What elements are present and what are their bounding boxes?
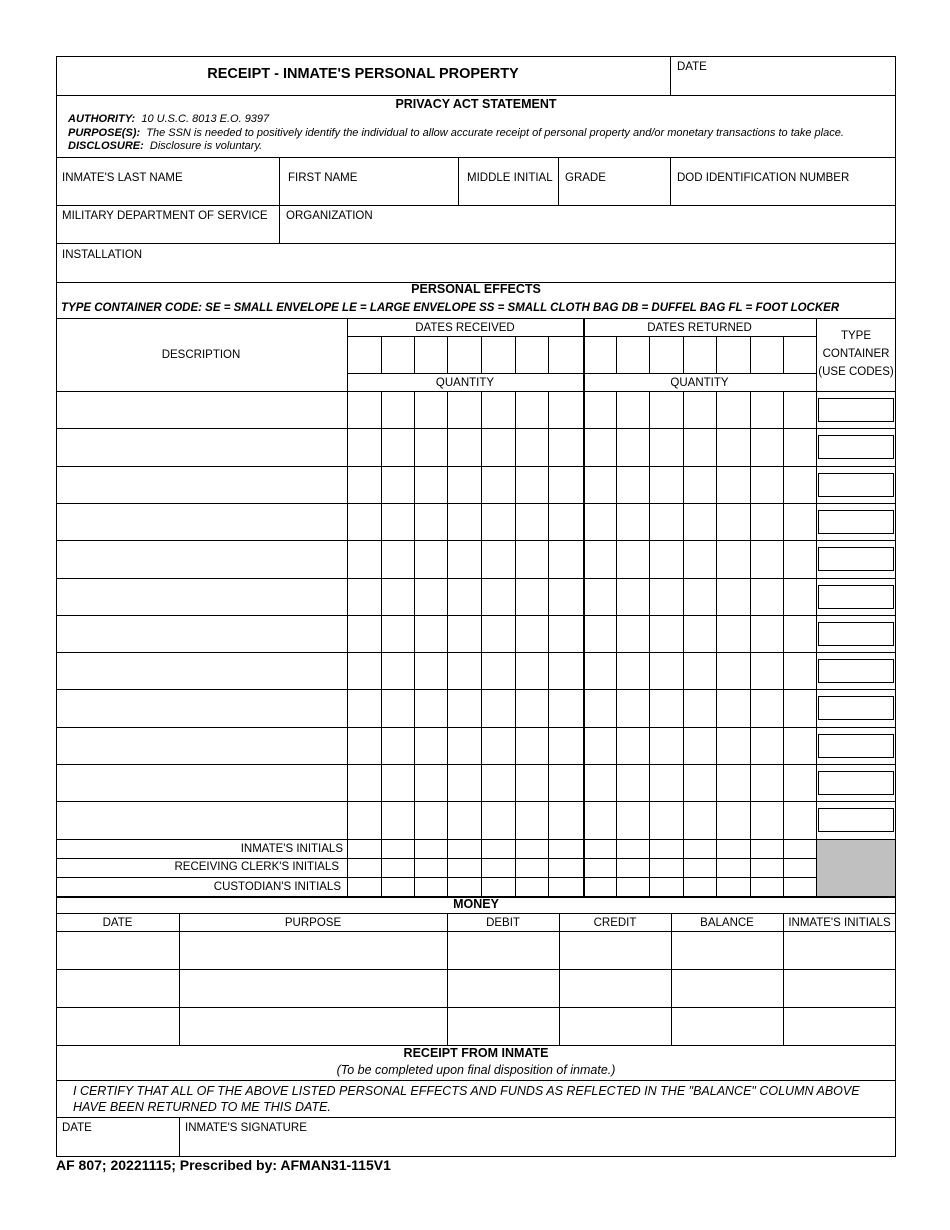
quantity-returned-header: QUANTITY <box>670 377 729 389</box>
type-container-box[interactable] <box>818 771 894 795</box>
authority-label: AUTHORITY: <box>68 113 136 125</box>
money-date-field[interactable] <box>57 970 178 1006</box>
money-debit-field[interactable] <box>448 932 558 968</box>
quantity-returned-cell[interactable] <box>784 541 815 576</box>
military-department-label: MILITARY DEPARTMENT OF SERVICE <box>62 210 268 222</box>
quantity-returned-cell[interactable] <box>650 616 682 651</box>
date-received-cell[interactable] <box>448 337 480 372</box>
description-field[interactable] <box>57 690 346 725</box>
authority-text: 10 U.S.C. 8013 E.O. 9397 <box>141 113 270 125</box>
quantity-received-cell[interactable] <box>516 802 547 837</box>
type-container-line1: TYPE <box>840 330 872 342</box>
quantity-returned-cell[interactable] <box>617 429 648 464</box>
quantity-returned-cell[interactable] <box>784 504 815 539</box>
quantity-received-cell[interactable] <box>448 541 480 576</box>
quantity-returned-cell[interactable] <box>617 541 648 576</box>
quantity-received-cell[interactable] <box>415 616 446 651</box>
quantity-received-cell[interactable] <box>482 541 514 576</box>
divider <box>56 858 816 859</box>
quantity-returned-cell[interactable] <box>784 467 815 502</box>
installation-label: INSTALLATION <box>62 249 143 261</box>
divider <box>56 243 896 244</box>
quantity-received-cell[interactable] <box>549 392 582 427</box>
quantity-returned-cell[interactable] <box>650 504 682 539</box>
quantity-returned-cell[interactable] <box>650 429 682 464</box>
description-field[interactable] <box>57 802 346 837</box>
quantity-returned-cell[interactable] <box>650 467 682 502</box>
quantity-returned-cell[interactable] <box>751 504 782 539</box>
inmate-initials-label: INMATE'S INITIALS <box>240 843 343 855</box>
quantity-returned-cell[interactable] <box>684 579 715 614</box>
money-initials-field[interactable] <box>784 970 895 1006</box>
money-debit-field[interactable] <box>448 1008 558 1044</box>
dod-id-field[interactable] <box>671 188 895 204</box>
quantity-returned-cell[interactable] <box>717 429 749 464</box>
quantity-received-cell[interactable] <box>348 392 380 427</box>
quantity-returned-cell[interactable] <box>617 728 648 763</box>
quantity-received-cell[interactable] <box>549 616 582 651</box>
date-received-cell[interactable] <box>382 337 413 372</box>
quantity-received-cell[interactable] <box>382 765 413 800</box>
quantity-returned-cell[interactable] <box>650 653 682 688</box>
quantity-returned-cell[interactable] <box>684 467 715 502</box>
installation-field[interactable] <box>57 264 895 281</box>
quantity-received-cell[interactable] <box>348 653 380 688</box>
quantity-returned-cell[interactable] <box>751 541 782 576</box>
purpose-text: The SSN is needed to positively identify the individual to allow accurate receipt of personal property and/or monetary transactions to take place. <box>146 127 844 139</box>
quantity-returned-cell[interactable] <box>784 392 815 427</box>
money-heading: MONEY <box>453 897 499 911</box>
date-returned-cell[interactable] <box>784 337 815 372</box>
quantity-returned-cell[interactable] <box>650 728 682 763</box>
quantity-received-cell[interactable] <box>415 765 446 800</box>
quantity-received-cell[interactable] <box>448 690 480 725</box>
divider <box>56 913 896 914</box>
quantity-returned-cell[interactable] <box>784 728 815 763</box>
quantity-received-cell[interactable] <box>348 579 380 614</box>
effects-heading: PERSONAL EFFECTS <box>411 282 541 296</box>
military-department-field[interactable] <box>57 225 278 242</box>
type-container-box[interactable] <box>818 547 894 571</box>
quantity-received-cell[interactable] <box>482 765 514 800</box>
purpose-line <box>68 127 844 139</box>
money-date-field[interactable] <box>57 932 178 968</box>
quantity-received-cell[interactable] <box>549 690 582 725</box>
date-returned-cell[interactable] <box>650 337 682 372</box>
quantity-received-cell[interactable] <box>516 653 547 688</box>
quantity-received-cell[interactable] <box>549 765 582 800</box>
quantity-returned-cell[interactable] <box>717 690 749 725</box>
date-field[interactable] <box>671 56 895 95</box>
type-container-box[interactable] <box>818 734 894 758</box>
quantity-received-cell[interactable] <box>516 429 547 464</box>
quantity-received-cell[interactable] <box>516 504 547 539</box>
description-field[interactable] <box>57 429 346 464</box>
money-balance-field[interactable] <box>672 932 782 968</box>
quantity-received-cell[interactable] <box>382 616 413 651</box>
quantity-received-cell[interactable] <box>549 802 582 837</box>
dates-returned-header: DATES RETURNED <box>647 322 752 334</box>
quantity-received-cell[interactable] <box>549 653 582 688</box>
money-credit-field[interactable] <box>560 932 670 968</box>
quantity-returned-cell[interactable] <box>717 579 749 614</box>
description-field[interactable] <box>57 728 346 763</box>
money-col-date: DATE <box>102 917 133 929</box>
divider <box>347 373 816 374</box>
divider <box>56 877 816 878</box>
description-field[interactable] <box>57 504 346 539</box>
quantity-received-cell[interactable] <box>482 802 514 837</box>
money-purpose-field[interactable] <box>180 970 446 1006</box>
quantity-received-cell[interactable] <box>448 653 480 688</box>
quantity-returned-cell[interactable] <box>617 616 648 651</box>
quantity-returned-cell[interactable] <box>751 467 782 502</box>
quantity-received-cell[interactable] <box>549 579 582 614</box>
quantity-returned-cell[interactable] <box>717 765 749 800</box>
money-credit-field[interactable] <box>560 970 670 1006</box>
quantity-received-cell[interactable] <box>448 467 480 502</box>
quantity-returned-cell[interactable] <box>650 392 682 427</box>
disclosure-text: Disclosure is voluntary. <box>149 140 263 152</box>
quantity-received-cell[interactable] <box>516 765 547 800</box>
quantity-returned-cell[interactable] <box>617 653 648 688</box>
quantity-received-cell[interactable] <box>516 616 547 651</box>
quantity-received-cell[interactable] <box>448 429 480 464</box>
money-balance-field[interactable] <box>672 1008 782 1044</box>
signature-label: INMATE'S SIGNATURE <box>185 1122 307 1134</box>
divider <box>56 205 896 206</box>
purpose-label: PURPOSE(S): <box>68 127 141 139</box>
quantity-received-cell[interactable] <box>516 392 547 427</box>
money-col-inmate-initials: INMATE'S INITIALS <box>788 917 891 929</box>
quantity-returned-cell[interactable] <box>584 392 615 427</box>
quantity-received-cell[interactable] <box>482 728 514 763</box>
date-label: DATE <box>677 61 707 73</box>
type-container-box[interactable] <box>818 435 894 459</box>
quantity-returned-cell[interactable] <box>717 653 749 688</box>
date-returned-cell[interactable] <box>751 337 782 372</box>
quantity-received-cell[interactable] <box>482 690 514 725</box>
quantity-returned-cell[interactable] <box>784 802 815 837</box>
type-container-box[interactable] <box>818 473 894 497</box>
quantity-returned-cell[interactable] <box>717 504 749 539</box>
money-col-balance: BALANCE <box>700 917 754 929</box>
quantity-returned-cell[interactable] <box>751 765 782 800</box>
type-container-box[interactable] <box>818 622 894 646</box>
quantity-returned-cell[interactable] <box>617 392 648 427</box>
quantity-returned-cell[interactable] <box>784 579 815 614</box>
quantity-returned-cell[interactable] <box>751 392 782 427</box>
type-container-line3: (USE CODES) <box>818 366 894 378</box>
quantity-received-cell[interactable] <box>549 541 582 576</box>
quantity-returned-cell[interactable] <box>684 616 715 651</box>
quantity-received-cell[interactable] <box>382 541 413 576</box>
money-purpose-field[interactable] <box>180 932 446 968</box>
quantity-returned-cell[interactable] <box>650 579 682 614</box>
quantity-received-cell[interactable] <box>415 467 446 502</box>
money-col-purpose: PURPOSE <box>284 917 342 929</box>
quantity-returned-cell[interactable] <box>784 616 815 651</box>
quantity-returned-cell[interactable] <box>684 690 715 725</box>
quantity-received-cell[interactable] <box>348 802 380 837</box>
quantity-received-cell[interactable] <box>549 467 582 502</box>
custodian-initials-label: CUSTODIAN'S INITIALS <box>213 881 341 893</box>
description-field[interactable] <box>57 392 346 427</box>
description-field[interactable] <box>57 541 346 576</box>
type-container-box[interactable] <box>818 808 894 832</box>
quantity-returned-cell[interactable] <box>751 802 782 837</box>
quantity-returned-cell[interactable] <box>617 504 648 539</box>
quantity-received-cell[interactable] <box>516 728 547 763</box>
quantity-received-cell[interactable] <box>348 616 380 651</box>
quantity-returned-cell[interactable] <box>584 616 615 651</box>
type-container-box[interactable] <box>818 696 894 720</box>
date-received-cell[interactable] <box>348 337 380 372</box>
quantity-received-cell[interactable] <box>482 429 514 464</box>
quantity-received-cell[interactable] <box>549 728 582 763</box>
quantity-received-cell[interactable] <box>482 653 514 688</box>
quantity-received-cell[interactable] <box>382 653 413 688</box>
date-received-cell[interactable] <box>415 337 446 372</box>
quantity-received-cell[interactable] <box>448 616 480 651</box>
money-initials-field[interactable] <box>784 932 895 968</box>
quantity-received-cell[interactable] <box>448 504 480 539</box>
middle-initial-label: MIDDLE INITIAL <box>467 172 553 184</box>
divider <box>56 157 896 158</box>
quantity-returned-cell[interactable] <box>684 802 715 837</box>
quantity-returned-cell[interactable] <box>684 541 715 576</box>
quantity-returned-cell[interactable] <box>584 802 615 837</box>
quantity-returned-cell[interactable] <box>684 653 715 688</box>
quantity-returned-cell[interactable] <box>650 690 682 725</box>
quantity-returned-cell[interactable] <box>751 616 782 651</box>
quantity-received-cell[interactable] <box>382 802 413 837</box>
quantity-received-cell[interactable] <box>348 429 380 464</box>
divider <box>816 318 817 896</box>
quantity-returned-cell[interactable] <box>784 653 815 688</box>
last-name-label: INMATE'S LAST NAME <box>62 172 183 184</box>
quantity-received-cell[interactable] <box>382 690 413 725</box>
quantity-returned-cell[interactable] <box>784 765 815 800</box>
quantity-returned-cell[interactable] <box>684 728 715 763</box>
quantity-received-cell[interactable] <box>382 467 413 502</box>
quantity-received-cell[interactable] <box>415 429 446 464</box>
type-container-shaded <box>817 840 895 896</box>
disclosure-label: DISCLOSURE: <box>68 140 144 152</box>
quantity-returned-cell[interactable] <box>584 541 615 576</box>
dod-id-label: DOD IDENTIFICATION NUMBER <box>677 172 850 184</box>
quantity-received-cell[interactable] <box>348 504 380 539</box>
divider <box>56 1117 896 1118</box>
first-name-label: FIRST NAME <box>288 172 358 184</box>
quantity-received-cell[interactable] <box>382 579 413 614</box>
quantity-received-cell[interactable] <box>348 541 380 576</box>
quantity-received-cell[interactable] <box>448 802 480 837</box>
type-container-box[interactable] <box>818 510 894 534</box>
quantity-received-cell[interactable] <box>549 504 582 539</box>
quantity-received-cell[interactable] <box>415 802 446 837</box>
quantity-returned-cell[interactable] <box>717 392 749 427</box>
quantity-received-cell[interactable] <box>382 429 413 464</box>
privacy-heading: PRIVACY ACT STATEMENT <box>395 97 557 111</box>
description-field[interactable] <box>57 467 346 502</box>
quantity-received-cell[interactable] <box>348 728 380 763</box>
quantity-returned-cell[interactable] <box>584 504 615 539</box>
money-balance-field[interactable] <box>672 970 782 1006</box>
container-codes: TYPE CONTAINER CODE: SE = SMALL ENVELOPE LE = LARGE ENVELOPE SS = SMALL CLOTH BAG DB = DUFFEL BAG FL = FOOT LOCKER <box>61 302 840 314</box>
money-col-debit: DEBIT <box>486 917 520 929</box>
quantity-received-cell[interactable] <box>516 541 547 576</box>
clerk-initials-label: RECEIVING CLERK'S INITIALS <box>174 861 339 873</box>
money-purpose-field[interactable] <box>180 1008 446 1044</box>
organization-label: ORGANIZATION <box>286 210 373 222</box>
quantity-returned-cell[interactable] <box>617 579 648 614</box>
receipt-heading: RECEIPT FROM INMATE <box>403 1046 549 1060</box>
quantity-received-cell[interactable] <box>482 392 514 427</box>
organization-field[interactable] <box>280 225 895 242</box>
form-title: RECEIPT - INMATE'S PERSONAL PROPERTY <box>207 66 519 82</box>
quantity-returned-cell[interactable] <box>751 579 782 614</box>
description-field[interactable] <box>57 765 346 800</box>
quantity-received-cell[interactable] <box>516 467 547 502</box>
date-received-cell[interactable] <box>516 337 547 372</box>
certify-statement: I CERTIFY THAT ALL OF THE ABOVE LISTED PERSONAL EFFECTS AND FUNDS AS REFLECTED IN THE "BALANCE" COLUMN ABOVE HAVE BEEN RETURNED TO ME THIS DATE. <box>73 1084 860 1114</box>
form-footer: AF 807; 20221115; Prescribed by: AFMAN31-115V1 <box>56 1157 391 1173</box>
quantity-received-cell[interactable] <box>549 429 582 464</box>
disclosure-line <box>68 140 262 152</box>
receipt-date-label: DATE <box>62 1122 92 1134</box>
quantity-received-cell[interactable] <box>382 728 413 763</box>
quantity-returned-cell[interactable] <box>650 541 682 576</box>
receipt-subheading: (To be completed upon final disposition of inmate.) <box>336 1063 616 1077</box>
date-returned-cell[interactable] <box>584 337 615 372</box>
last-name-field[interactable] <box>57 188 278 204</box>
type-container-box[interactable] <box>818 659 894 683</box>
quantity-returned-cell[interactable] <box>617 467 648 502</box>
date-returned-cell[interactable] <box>617 337 648 372</box>
quantity-received-cell[interactable] <box>415 392 446 427</box>
date-received-cell[interactable] <box>482 337 514 372</box>
quantity-received-cell[interactable] <box>516 579 547 614</box>
type-container-box[interactable] <box>818 398 894 422</box>
quantity-received-cell[interactable] <box>482 467 514 502</box>
quantity-returned-cell[interactable] <box>617 802 648 837</box>
quantity-received-cell[interactable] <box>448 728 480 763</box>
quantity-returned-cell[interactable] <box>584 690 615 725</box>
quantity-returned-cell[interactable] <box>617 765 648 800</box>
quantity-returned-cell[interactable] <box>751 429 782 464</box>
quantity-returned-cell[interactable] <box>751 728 782 763</box>
money-initials-field[interactable] <box>784 1008 895 1044</box>
quantity-received-cell[interactable] <box>415 690 446 725</box>
date-received-cell[interactable] <box>549 337 582 372</box>
money-col-credit: CREDIT <box>593 917 637 929</box>
quantity-received-cell[interactable] <box>482 504 514 539</box>
quantity-received-cell[interactable] <box>482 616 514 651</box>
quantity-received-cell[interactable] <box>482 579 514 614</box>
quantity-received-cell[interactable] <box>448 579 480 614</box>
grade-field[interactable] <box>559 188 669 204</box>
divider <box>56 318 896 319</box>
quantity-returned-cell[interactable] <box>784 690 815 725</box>
money-debit-field[interactable] <box>448 970 558 1006</box>
quantity-received-cell[interactable] <box>348 765 380 800</box>
quantity-returned-cell[interactable] <box>584 429 615 464</box>
quantity-received-cell[interactable] <box>415 541 446 576</box>
quantity-returned-cell[interactable] <box>684 765 715 800</box>
quantity-returned-cell[interactable] <box>684 504 715 539</box>
quantity-returned-cell[interactable] <box>717 541 749 576</box>
quantity-received-cell[interactable] <box>415 504 446 539</box>
quantity-returned-cell[interactable] <box>751 690 782 725</box>
type-container-box[interactable] <box>818 585 894 609</box>
signature-field[interactable] <box>180 1136 895 1156</box>
quantity-received-cell[interactable] <box>382 504 413 539</box>
receipt-date-field[interactable] <box>57 1136 178 1156</box>
quantity-received-cell[interactable] <box>516 690 547 725</box>
date-returned-cell[interactable] <box>717 337 749 372</box>
quantity-received-cell[interactable] <box>415 653 446 688</box>
authority-line <box>68 113 269 125</box>
quantity-returned-cell[interactable] <box>584 467 615 502</box>
quantity-received-cell[interactable] <box>415 728 446 763</box>
quantity-returned-cell[interactable] <box>617 690 648 725</box>
quantity-received-cell[interactable] <box>415 579 446 614</box>
description-field[interactable] <box>57 579 346 614</box>
quantity-received-cell[interactable] <box>348 467 380 502</box>
quantity-returned-cell[interactable] <box>784 429 815 464</box>
quantity-received-cell[interactable] <box>448 392 480 427</box>
quantity-returned-cell[interactable] <box>717 728 749 763</box>
quantity-received-cell[interactable] <box>348 690 380 725</box>
divider <box>56 95 896 96</box>
quantity-returned-cell[interactable] <box>684 429 715 464</box>
grade-label: GRADE <box>565 172 606 184</box>
money-credit-field[interactable] <box>560 1008 670 1044</box>
quantity-returned-cell[interactable] <box>584 728 615 763</box>
quantity-returned-cell[interactable] <box>584 765 615 800</box>
type-container-line2: CONTAINER <box>822 348 890 360</box>
quantity-returned-cell[interactable] <box>650 802 682 837</box>
date-returned-cell[interactable] <box>684 337 715 372</box>
first-name-field[interactable] <box>280 188 457 204</box>
middle-initial-field[interactable] <box>459 188 557 204</box>
divider <box>56 839 896 840</box>
quantity-received-cell[interactable] <box>382 392 413 427</box>
quantity-returned-cell[interactable] <box>650 765 682 800</box>
quantity-received-cell[interactable] <box>448 765 480 800</box>
money-date-field[interactable] <box>57 1008 178 1044</box>
quantity-returned-cell[interactable] <box>717 467 749 502</box>
quantity-returned-cell[interactable] <box>584 653 615 688</box>
description-field[interactable] <box>57 653 346 688</box>
quantity-returned-cell[interactable] <box>717 616 749 651</box>
description-header: DESCRIPTION <box>161 349 241 361</box>
quantity-returned-cell[interactable] <box>717 802 749 837</box>
description-field[interactable] <box>57 616 346 651</box>
divider <box>56 1080 896 1081</box>
quantity-returned-cell[interactable] <box>684 392 715 427</box>
quantity-returned-cell[interactable] <box>751 653 782 688</box>
quantity-received-header: QUANTITY <box>435 377 495 389</box>
quantity-returned-cell[interactable] <box>584 579 615 614</box>
dates-received-header: DATES RECEIVED <box>415 322 515 334</box>
